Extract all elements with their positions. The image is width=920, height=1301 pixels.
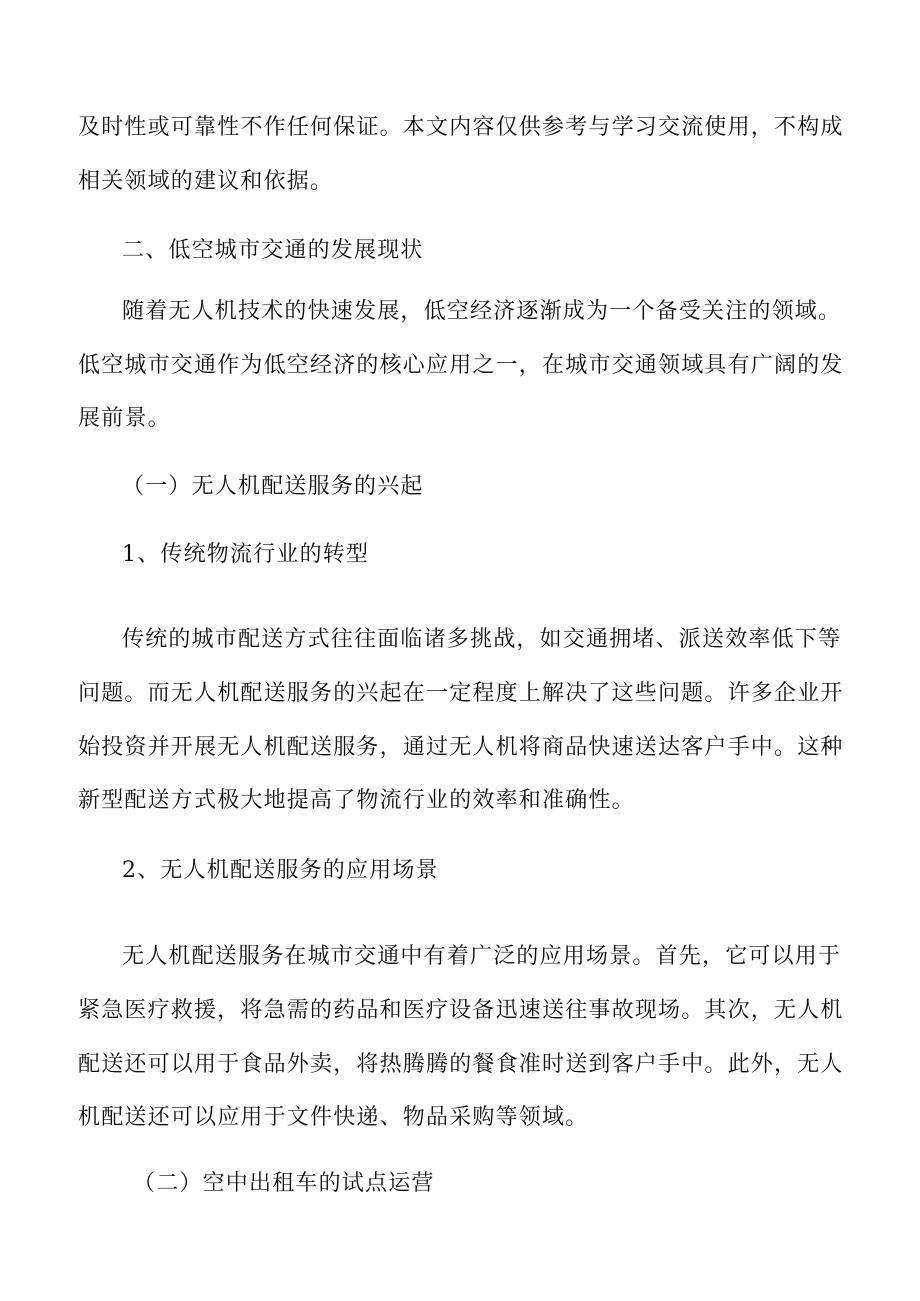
item-2-paragraph-line-3: 配送还可以用于食品外卖，将热腾腾的餐食准时送到客户手中。此外，无人 [78, 1052, 844, 1077]
item-2-paragraph-line-1: 无人机配送服务在城市交通中有着广泛的应用场景。首先，它可以用于 [122, 944, 842, 969]
item-2-paragraph-line-2: 紧急医疗救援，将急需的药品和医疗设备迅速送往事故现场。其次，无人机 [78, 998, 844, 1023]
subsection-2-heading: （二）空中出租车的试点运营 [133, 1171, 435, 1196]
item-2-heading: 2、无人机配送服务的应用场景 [122, 858, 439, 883]
item-1-heading: 1、传统物流行业的转型 [122, 542, 370, 567]
intro-paragraph-line-2: 相关领域的建议和依据。 [78, 169, 334, 194]
intro-paragraph-line-1: 及时性或可靠性不作任何保证。本文内容仅供参考与学习交流使用，不构成 [78, 115, 844, 140]
item-1-paragraph-line-4: 新型配送方式极大地提高了物流行业的效率和准确性。 [78, 788, 635, 813]
item-2-paragraph-line-4: 机配送还可以应用于文件快递、物品采购等领域。 [78, 1105, 589, 1130]
section-2-paragraph-line-2: 低空城市交通作为低空经济的核心应用之一，在城市交通领域具有广阔的发 [78, 353, 844, 378]
item-1-paragraph-line-2: 问题。而无人机配送服务的兴起在一定程度上解决了这些问题。许多企业开 [78, 681, 844, 706]
item-1-paragraph-line-3: 始投资并开展无人机配送服务，通过无人机将商品快速送达客户手中。这种 [78, 735, 844, 760]
section-2-heading: 二、低空城市交通的发展现状 [122, 238, 424, 263]
item-1-paragraph-line-1: 传统的城市配送方式往往面临诸多挑战，如交通拥堵、派送效率低下等 [122, 627, 842, 652]
section-2-paragraph-line-3: 展前景。 [78, 406, 171, 431]
section-2-paragraph-line-1: 随着无人机技术的快速发展，低空经济逐渐成为一个备受关注的领域。 [122, 299, 842, 324]
subsection-1-heading: （一）无人机配送服务的兴起 [122, 474, 424, 499]
